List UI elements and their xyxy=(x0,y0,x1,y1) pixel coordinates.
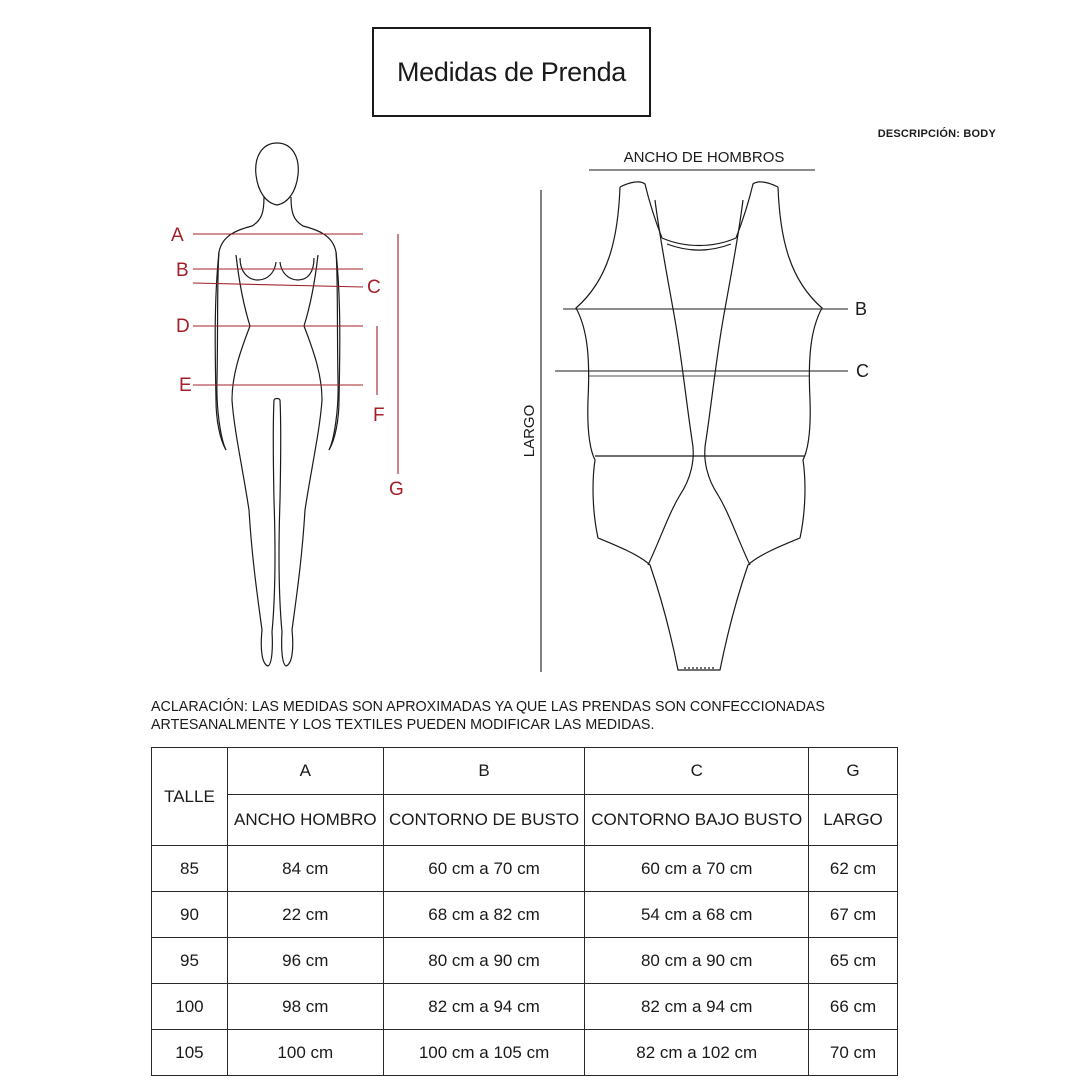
body-silhouette xyxy=(215,143,340,666)
cell-b: 100 cm a 105 cm xyxy=(383,1030,585,1076)
cell-c: 54 cm a 68 cm xyxy=(585,892,809,938)
cell-talle: 105 xyxy=(152,1030,228,1076)
label-d: D xyxy=(176,316,190,337)
cell-g: 66 cm xyxy=(809,984,898,1030)
cell-g: 67 cm xyxy=(809,892,898,938)
label-g: G xyxy=(389,479,404,500)
table-row xyxy=(152,846,898,892)
cell-talle: 95 xyxy=(152,938,228,984)
cell-a: 84 cm xyxy=(227,846,383,892)
table-header-names xyxy=(152,795,898,846)
cell-c: 82 cm a 94 cm xyxy=(585,984,809,1030)
header-letter-a: A xyxy=(227,748,383,795)
garment-label-b: B xyxy=(855,299,868,319)
label-a: A xyxy=(171,225,184,246)
header-letter-b: B xyxy=(383,748,585,795)
table-row xyxy=(152,984,898,1030)
cell-a: 100 cm xyxy=(227,1030,383,1076)
table-row xyxy=(152,1030,898,1076)
cell-c: 82 cm a 102 cm xyxy=(585,1030,809,1076)
header-letter-c: C xyxy=(585,748,809,795)
label-e: E xyxy=(179,375,192,396)
label-b: B xyxy=(176,260,189,281)
cell-c: 80 cm a 90 cm xyxy=(585,938,809,984)
table-row xyxy=(152,892,898,938)
table-header-letters xyxy=(152,748,898,795)
cell-talle: 85 xyxy=(152,846,228,892)
size-table xyxy=(151,747,898,1076)
body-measure-lines xyxy=(193,234,398,474)
page-title: Medidas de Prenda xyxy=(396,56,627,87)
garment-outline xyxy=(576,182,822,670)
header-contorno-busto: CONTORNO DE BUSTO xyxy=(383,795,585,846)
garment-label-c: C xyxy=(856,361,869,381)
length-label: LARGO xyxy=(521,404,538,458)
disclaimer-note: ACLARACIÓN: LAS MEDIDAS SON APROXIMADAS YA QUE LAS PRENDAS SON CONFECCIONADAS ARTESANALMENTE Y LOS TEXTILES PUEDEN MODIFICAR LAS MEDIDAS. xyxy=(151,699,825,733)
body-measure-labels xyxy=(171,225,404,500)
cell-talle: 90 xyxy=(152,892,228,938)
table-row xyxy=(152,938,898,984)
cell-a: 96 cm xyxy=(227,938,383,984)
cell-g: 65 cm xyxy=(809,938,898,984)
cell-b: 82 cm a 94 cm xyxy=(383,984,585,1030)
label-c: C xyxy=(367,277,381,298)
garment-description: DESCRIPCIÓN: BODY xyxy=(877,128,996,140)
shoulder-width-label: ANCHO DE HOMBROS xyxy=(623,149,785,166)
label-f: F xyxy=(373,405,385,426)
cell-b: 80 cm a 90 cm xyxy=(383,938,585,984)
cell-g: 70 cm xyxy=(809,1030,898,1076)
cell-a: 98 cm xyxy=(227,984,383,1030)
cell-a: 22 cm xyxy=(227,892,383,938)
cell-talle: 100 xyxy=(152,984,228,1030)
cell-g: 62 cm xyxy=(809,846,898,892)
header-talle: TALLE xyxy=(152,748,228,846)
header-ancho-hombro: ANCHO HOMBRO xyxy=(227,795,383,846)
header-largo: LARGO xyxy=(809,795,898,846)
cell-b: 68 cm a 82 cm xyxy=(383,892,585,938)
cell-b: 60 cm a 70 cm xyxy=(383,846,585,892)
header-contorno-bajo-busto: CONTORNO BAJO BUSTO xyxy=(585,795,809,846)
header-letter-g: G xyxy=(809,748,898,795)
cell-c: 60 cm a 70 cm xyxy=(585,846,809,892)
